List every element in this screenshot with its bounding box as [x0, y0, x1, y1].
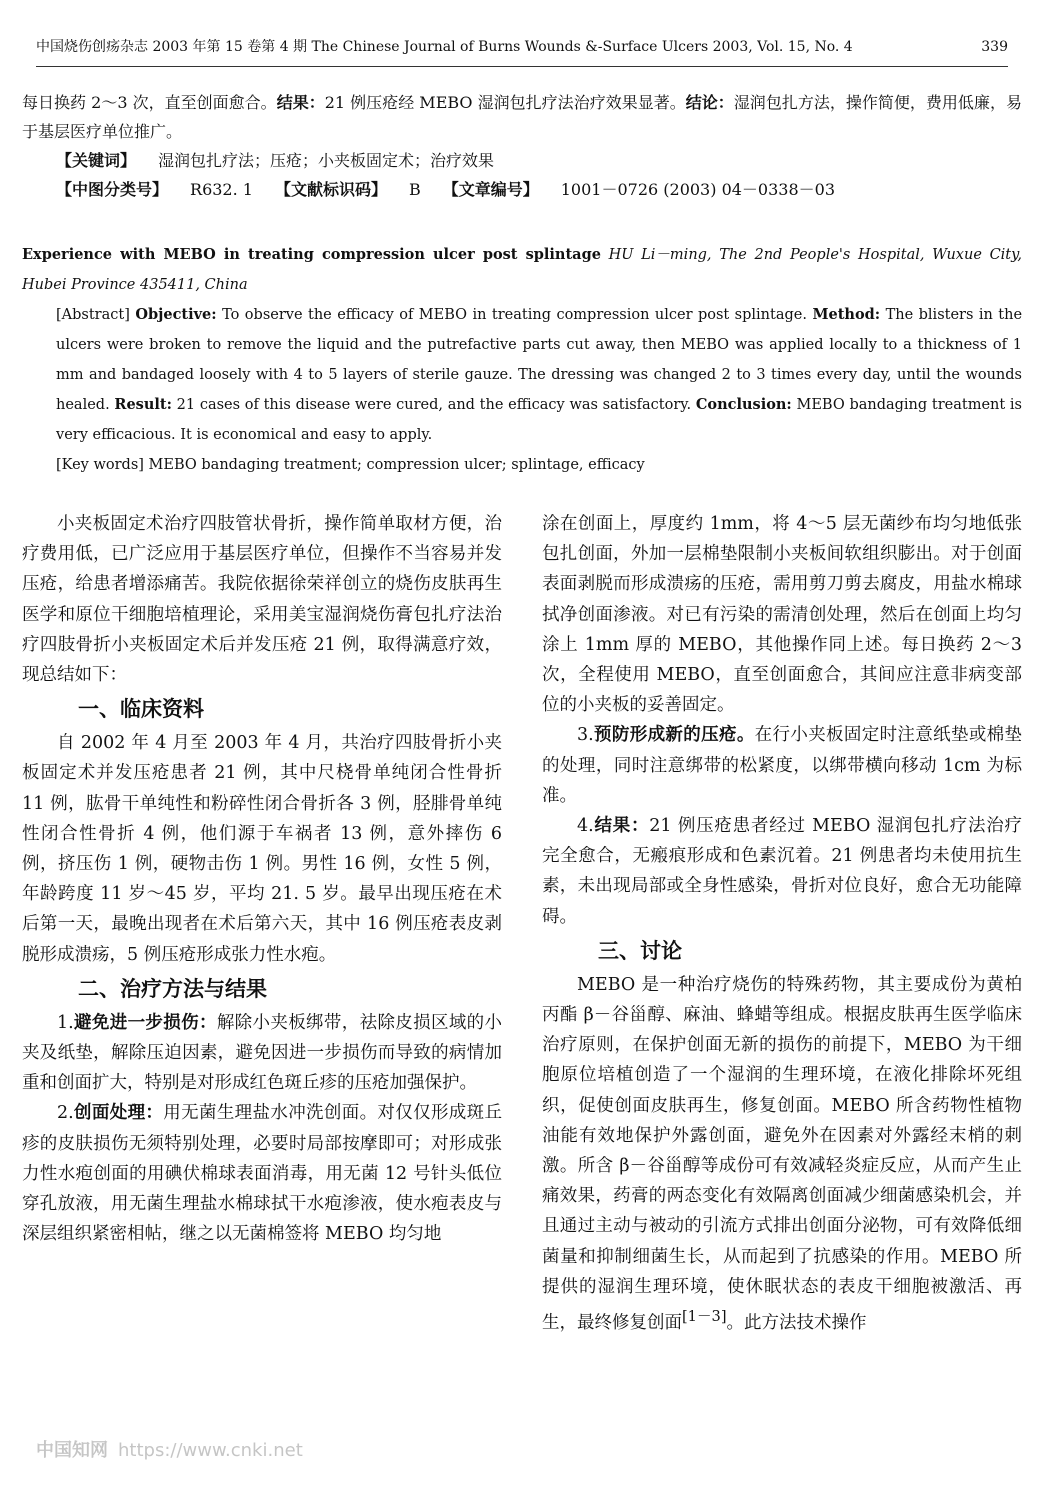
watermark-url: https://www.cnki.net — [118, 1440, 303, 1461]
en-method-label: Method: — [812, 306, 881, 323]
clc-label: 【中图分类号】 — [56, 180, 169, 199]
item-number: 4. — [577, 816, 594, 837]
citation-reference[interactable]: [1－3] — [682, 1308, 727, 1326]
cn-conclusion-label: 结论： — [685, 93, 734, 112]
item-label: 避免进一步损伤： — [73, 1012, 217, 1033]
treatment-item-4 — [542, 811, 1022, 932]
item-label: 结果： — [593, 816, 650, 837]
clc-value: R632. 1 — [190, 180, 253, 199]
body-column-right — [542, 509, 1022, 1338]
cn-conclusion-text: 湿润包扎方法，操作简便，费用低廉，易于基层医疗单位推广。 — [22, 93, 1022, 141]
treatment-item-2 — [22, 1098, 502, 1249]
discussion-text-tail: 。此方法技术操作 — [726, 1312, 867, 1333]
item-text: 用无菌生理盐水冲洗创面。对仅仅形成斑丘疹的皮肤损伤无须特别处理，必要时局部按摩即可；对形成张力性水疱创面的用碘伏棉球表面消毒，用无菌 12 号针头低位穿孔放液，用无菌生理盐水棉球拭干水疱渗液，使水疱表皮与深层组织紧密相帖，继之以无菌棉签将 MEBO 均匀地 — [22, 1103, 503, 1245]
en-objective-label: Objective: — [135, 306, 217, 323]
intro-paragraph: 小夹板固定术治疗四肢管状骨折，操作简单取材方便，治疗费用低，已广泛应用于基层医疗单位，但操作不当容易并发压疮，给患者增添痛苦。我院依据徐荣祥创立的烧伤皮肤再生医学和原位干细胞培植理论，采用美宝湿润烧伤膏包扎疗法治疗四肢骨折小夹板固定术后并发压疮 21 例，取得满意疗效，现总结如下： — [22, 514, 502, 686]
doc-code-value: B — [408, 180, 421, 199]
running-header — [36, 35, 1008, 59]
section-heading-discussion: 三、讨论 — [598, 938, 682, 963]
doc-code-label: 【文献标识码】 — [274, 180, 387, 199]
item-number: 1. — [57, 1012, 74, 1033]
cn-keywords-text: 湿润包扎疗法；压疮；小夹板固定术；治疗效果 — [158, 151, 495, 170]
item-text: 解除小夹板绑带，祛除皮损区域的小夹及纸垫，解除压迫因素，避免因进一步损伤而导致的病情加重和创面扩大，特别是对形成红色斑丘疹的压疮加强保护。 — [22, 1012, 503, 1094]
en-method-text: The blisters in the ulcers were broken to remove the liquid and the putrefactive parts cut away, then MEBO was applied locally to a thickness of 1 mm and bandaged loosely with 4 to 5 layers of sterile gauze. The dressing was changed 2 to 3 times every day, until the wounds healed. — [56, 307, 1023, 413]
discussion-text: MEBO 是一种治疗烧伤的特殊药物，其主要成份为黄柏丙酯 β－谷甾醇、麻油、蜂蜡等组成。根据皮肤再生医学临床治疗原则，在保护创面无新的损伤的前提下，MEBO 为干细胞原位培植创造了一个湿润的生理环境，在液化排除坏死组织，促使创面皮肤再生，修复创面。MEBO 所含药物性植物油能有效地保护外露创面，避免外在因素对外露经末梢的刺激。所含 β－谷甾醇等成份可有效减轻炎症反应，从而产生止痛效果，药膏的两态变化有效隔离创面减少细菌感染机会，并且通过主动与被动的引流方式排出创面分泌物，可有效降低细菌量和抑制细菌生长，从而起到了抗感染的作用。MEBO 所提供的湿润生理环境，使休眠状态的表皮干细胞被激活、再生，最终修复创面 — [542, 974, 1022, 1333]
item-label: 预防形成新的压疮。 — [593, 725, 755, 746]
header-divider — [36, 66, 1008, 67]
treatment-item-2-continued: 涂在创面上，厚度约 1mm，将 4～5 层无菌纱布均匀地低张包扎创面，外加一层棉垫限制小夹板间软组织膨出。对于创面表面剥脱而形成溃疡的压疮，需用剪刀剪去腐皮，用盐水棉球拭净创面渗液。对已有污染的需清创处理，然后在创面上均匀涂上 1mm 厚的 MEBO，其他操作同上述。每日换药 2～3 次，全程使用 MEBO，直至创面愈合，其间应注意非病变部位的小夹板的妥善固定。 — [542, 514, 1022, 716]
section-heading-clinical-data: 一、临床资料 — [78, 697, 204, 722]
en-conclusion-text: MEBO bandaging treatment is very efficacious. It is economical and easy to apply. — [56, 397, 1022, 443]
en-title: Experience with MEBO in treating compression ulcer post splintage — [22, 246, 601, 263]
cn-abstract-paragraph — [22, 88, 1022, 146]
en-affiliation: HU Li－ming, The 2nd People's Hospital, Wuxue City, Hubei Province 435411, China — [22, 247, 1023, 293]
en-keywords-text: MEBO bandaging treatment; compression ulcer; splintage, efficacy — [148, 457, 645, 473]
journal-citation-line: 中国烧伤创疡杂志 2003 年第 15 卷第 4 期 The Chinese Journal of Burns Wounds &-Surface Ulcers 2003, Vol. 15, No. 4 — [36, 39, 853, 55]
chinese-abstract — [22, 88, 1022, 204]
cn-keywords-label: 【关键词】 — [56, 151, 137, 170]
treatment-item-1 — [22, 1008, 502, 1099]
en-conclusion-label: Conclusion: — [695, 396, 792, 413]
item-number: 3. — [577, 725, 594, 746]
cn-keywords-line — [22, 146, 1022, 175]
article-no-label: 【文章编号】 — [442, 180, 539, 199]
cn-abstract-method-tail: 每日换药 2～3 次，直至创面愈合。 — [22, 93, 277, 112]
discussion-paragraph — [542, 970, 1022, 1338]
treatment-item-3 — [542, 720, 1022, 811]
body-column-left — [22, 509, 502, 1249]
watermark-brand: 中国知网 — [36, 1440, 108, 1461]
section-heading-treatment: 二、治疗方法与结果 — [78, 976, 267, 1001]
page-number: 339 — [981, 39, 1008, 55]
item-text: 在行小夹板固定时注意纸垫或棉垫的处理，同时注意绑带的松紧度，以绑带横向移动 1cm 为标准。 — [542, 725, 1023, 806]
cnki-watermark — [36, 1436, 303, 1462]
cn-result-text: 21 例压疮经 MEBO 湿润包扎疗法治疗效果显著。 — [324, 93, 686, 112]
english-abstract — [22, 240, 1022, 480]
clinical-data-paragraph: 自 2002 年 4 月至 2003 年 4 月，共治疗四肢骨折小夹板固定术并发压疮患者 21 例，其中尺桡骨单纯闭合性骨折 11 例，肱骨干单纯性和粉碎性闭合骨折各 3 例，胫腓骨单纯性闭合性骨折 4 例，他们源于车祸者 13 例，意外摔伤 6 例，挤压伤 1 例，硬物击伤 1 例。男性 16 例，女性 5 例，年龄跨度 11 岁～45 岁，平均 21. 5 岁。最早出现压疮在术后第一天，最晚出现者在术后第六天，其中 16 例压疮表皮剥脱形成溃疡，5 例压疮形成张力性水疱。 — [22, 733, 502, 965]
cn-classification-line — [22, 175, 1022, 204]
article-no-value: 1001－0726 (2003) 04－0338－03 — [560, 180, 836, 199]
item-label: 创面处理： — [73, 1103, 164, 1124]
en-title-line — [22, 240, 1022, 300]
item-number: 2. — [57, 1103, 74, 1124]
item-text: 21 例压疮患者经过 MEBO 湿润包扎疗法治疗完全愈合，无瘢痕形成和色素沉着。21 例患者均未使用抗生素，未出现局部或全身性感染，骨折对位良好，愈合无功能障碍。 — [542, 816, 1023, 927]
en-result-label: Result: — [114, 396, 172, 413]
en-keywords-line — [22, 450, 1022, 480]
cn-result-label: 结果： — [276, 93, 325, 112]
en-keywords-label: [Key words] — [56, 457, 144, 473]
en-objective-text: To observe the efficacy of MEBO in treating compression ulcer post splintage. — [222, 307, 807, 323]
en-abstract-label: [Abstract] — [56, 307, 130, 323]
en-abstract-paragraph — [22, 300, 1022, 450]
en-result-text: 21 cases of this disease were cured, and the efficacy was satisfactory. — [176, 397, 692, 413]
